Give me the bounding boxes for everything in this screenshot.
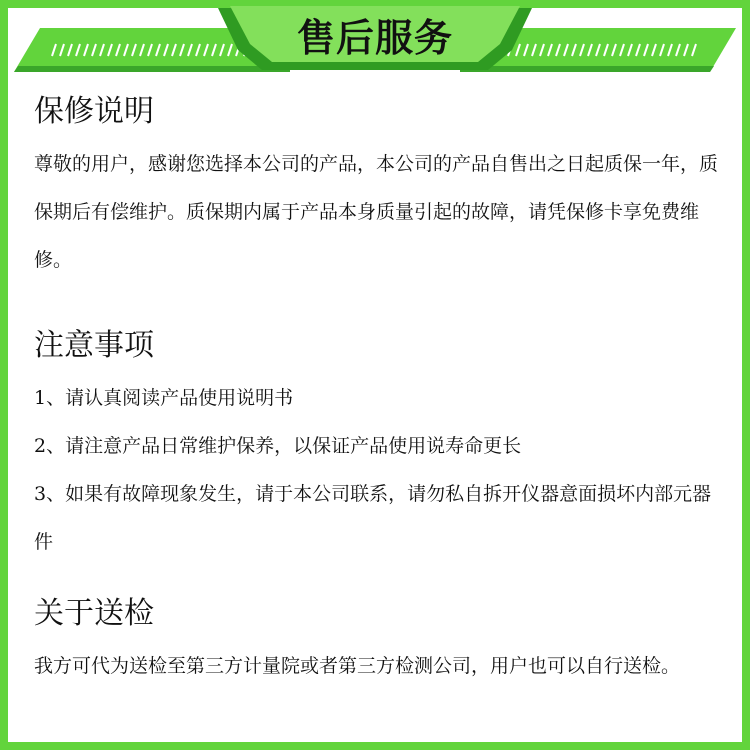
- inspection-paragraph: 我方可代为送检至第三方计量院或者第三方检测公司，用户也可以自行送检。: [34, 655, 681, 677]
- section-notes: [34, 326, 724, 566]
- warranty-heading: 保修说明: [34, 94, 154, 129]
- section-inspection: [34, 594, 724, 690]
- section-gap: [34, 566, 724, 594]
- notes-item-1: 1、请认真阅读产品使用说明书: [34, 387, 294, 409]
- notes-heading: 注意事项: [34, 328, 154, 363]
- section-warranty: [34, 92, 724, 284]
- section-gap: [34, 284, 724, 326]
- warranty-paragraph: 尊敬的用户，感谢您选择本公司的产品，本公司的产品自售出之日起质保一年，质保期后有偿维护。质保期内属于产品本身质量引起的故障，请凭保修卡享免费维修。: [34, 153, 719, 271]
- content: [34, 92, 724, 690]
- page-title: 售后服务: [296, 16, 453, 60]
- inspection-heading: 关于送检: [34, 596, 154, 631]
- header-banner: [0, 0, 750, 100]
- notes-item-3: 3、如果有故障现象发生，请于本公司联系，请勿私自拆开仪器意面损坏内部元器件: [34, 483, 712, 553]
- notes-item-2: 2、请注意产品日常维护保养，以保证产品使用说寿命更长: [34, 435, 522, 457]
